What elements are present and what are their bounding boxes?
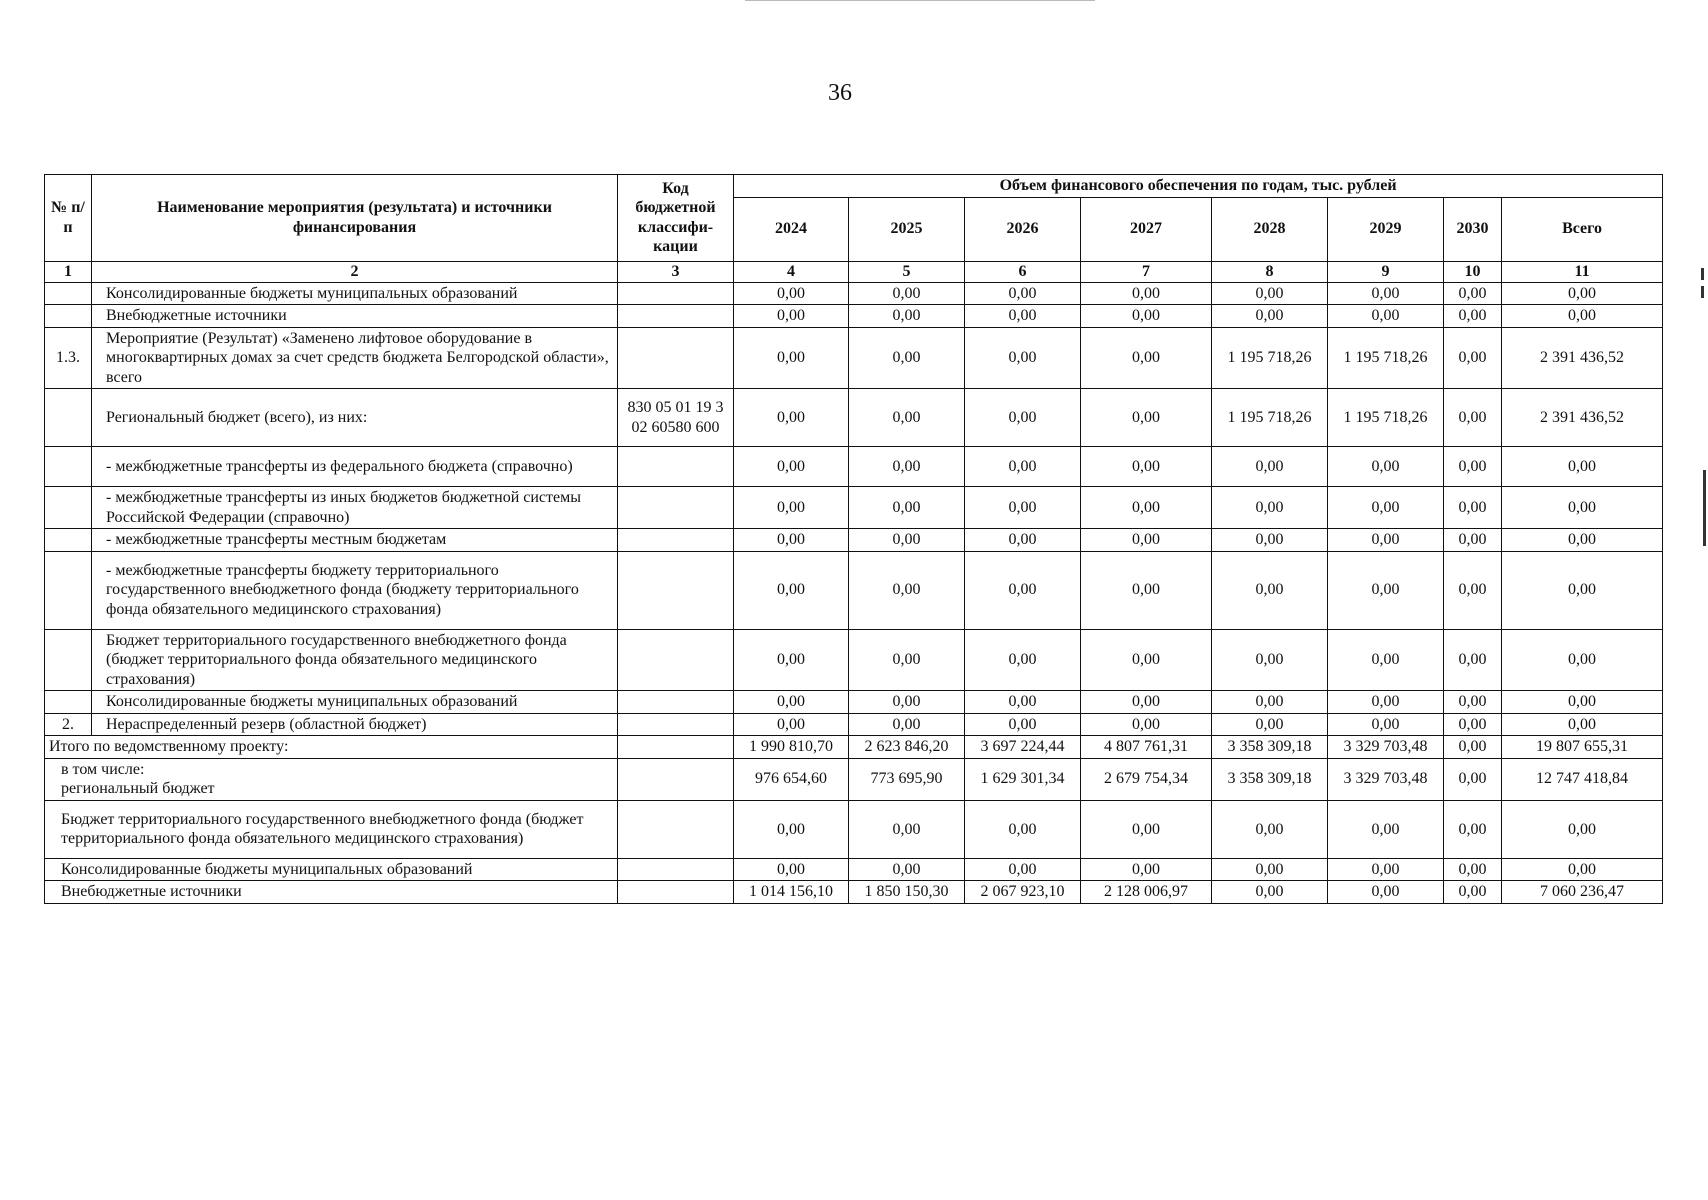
summary-value: 2 679 754,34 — [1081, 758, 1212, 800]
column-index: 4 — [734, 261, 849, 282]
table-row — [45, 327, 1663, 389]
summary-value: 0,00 — [965, 858, 1081, 881]
summary-value: 12 747 418,84 — [1502, 758, 1663, 800]
row-number — [45, 629, 92, 691]
row-value: 1 195 718,26 — [1328, 327, 1444, 389]
header-year: 2024 — [734, 197, 849, 261]
row-value: 0,00 — [1444, 282, 1502, 305]
row-value: 0,00 — [849, 551, 965, 629]
row-value: 0,00 — [1328, 487, 1444, 529]
summary-row — [45, 758, 1663, 800]
column-index: 1 — [45, 261, 92, 282]
row-value: 0,00 — [1328, 713, 1444, 736]
row-budget-code — [618, 447, 734, 487]
row-number: 2. — [45, 713, 92, 736]
row-value: 0,00 — [1502, 305, 1663, 328]
summary-value: 3 358 309,18 — [1212, 758, 1328, 800]
row-value: 0,00 — [1212, 713, 1328, 736]
row-value: 0,00 — [1081, 282, 1212, 305]
summary-value: 7 060 236,47 — [1502, 881, 1663, 904]
summary-value: 3 329 703,48 — [1328, 736, 1444, 759]
row-value: 0,00 — [734, 327, 849, 389]
row-value: 0,00 — [1444, 447, 1502, 487]
row-name: - межбюджетные трансферты из федерального бюджета (справочно) — [92, 447, 618, 487]
row-value: 0,00 — [849, 713, 965, 736]
row-value: 0,00 — [965, 327, 1081, 389]
column-index: 9 — [1328, 261, 1444, 282]
row-value: 0,00 — [965, 691, 1081, 714]
column-index: 10 — [1444, 261, 1502, 282]
row-value: 0,00 — [1444, 487, 1502, 529]
row-value: 0,00 — [965, 305, 1081, 328]
summary-value: 2 623 846,20 — [849, 736, 965, 759]
row-value: 0,00 — [849, 305, 965, 328]
row-value: 0,00 — [849, 629, 965, 691]
row-value: 0,00 — [1502, 487, 1663, 529]
row-value: 0,00 — [1502, 691, 1663, 714]
row-number — [45, 551, 92, 629]
row-value: 0,00 — [1081, 305, 1212, 328]
row-value: 0,00 — [1502, 282, 1663, 305]
summary-value: 0,00 — [1328, 800, 1444, 858]
row-value: 0,00 — [1444, 305, 1502, 328]
table-row — [45, 551, 1663, 629]
row-budget-code — [618, 629, 734, 691]
summary-value: 0,00 — [1502, 800, 1663, 858]
row-number — [45, 282, 92, 305]
row-value: 0,00 — [734, 629, 849, 691]
page-number: 36 — [828, 80, 852, 106]
row-value: 0,00 — [1328, 551, 1444, 629]
row-value: 0,00 — [1328, 305, 1444, 328]
row-budget-code — [618, 327, 734, 389]
summary-value: 3 358 309,18 — [1212, 736, 1328, 759]
row-value: 0,00 — [1502, 529, 1663, 552]
summary-value: 0,00 — [1328, 858, 1444, 881]
header-volume: Объем финансового обеспечения по годам, тыс. рублей — [734, 175, 1663, 198]
row-budget-code — [618, 529, 734, 552]
summary-value: 0,00 — [1444, 736, 1502, 759]
header-code: Код бюджетной классифи-кации — [618, 175, 734, 262]
summary-value: 0,00 — [1444, 858, 1502, 881]
row-name: Консолидированные бюджеты муниципальных образований — [92, 691, 618, 714]
summary-value: 0,00 — [965, 800, 1081, 858]
row-name: Консолидированные бюджеты муниципальных образований — [92, 282, 618, 305]
header-year: 2029 — [1328, 197, 1444, 261]
row-number — [45, 487, 92, 529]
row-number — [45, 529, 92, 552]
row-value: 0,00 — [1212, 305, 1328, 328]
row-value: 0,00 — [849, 282, 965, 305]
row-value: 0,00 — [1212, 691, 1328, 714]
row-name: Региональный бюджет (всего), из них: — [92, 389, 618, 447]
header-no: № п/п — [45, 175, 92, 262]
row-value: 0,00 — [734, 447, 849, 487]
row-value: 0,00 — [1444, 529, 1502, 552]
row-value: 0,00 — [849, 389, 965, 447]
row-value: 0,00 — [1444, 389, 1502, 447]
row-value: 0,00 — [734, 551, 849, 629]
row-value: 0,00 — [965, 282, 1081, 305]
summary-value: 773 695,90 — [849, 758, 965, 800]
row-value: 0,00 — [1328, 691, 1444, 714]
row-value: 0,00 — [965, 389, 1081, 447]
row-value: 0,00 — [1212, 529, 1328, 552]
header-year: Всего — [1502, 197, 1663, 261]
header-year: 2030 — [1444, 197, 1502, 261]
summary-budget-code — [618, 881, 734, 904]
table-row — [45, 629, 1663, 691]
table-body — [45, 282, 1663, 903]
summary-label: в том числе: региональный бюджет — [45, 758, 618, 800]
scan-margin-mark — [1703, 470, 1706, 546]
header-year: 2027 — [1081, 197, 1212, 261]
row-value: 0,00 — [1212, 551, 1328, 629]
summary-value: 2 128 006,97 — [1081, 881, 1212, 904]
row-value: 0,00 — [1444, 551, 1502, 629]
row-value: 2 391 436,52 — [1502, 389, 1663, 447]
row-value: 0,00 — [1444, 713, 1502, 736]
row-budget-code — [618, 551, 734, 629]
row-value: 0,00 — [1502, 551, 1663, 629]
row-value: 0,00 — [1212, 447, 1328, 487]
row-name: - межбюджетные трансферты из иных бюджетов бюджетной системы Российской Федерации (справочно) — [92, 487, 618, 529]
scan-top-edge — [745, 0, 1095, 1]
column-index: 3 — [618, 261, 734, 282]
summary-label: Консолидированные бюджеты муниципальных образований — [45, 858, 618, 881]
row-value: 0,00 — [1212, 282, 1328, 305]
summary-value: 19 807 655,31 — [1502, 736, 1663, 759]
summary-value: 0,00 — [849, 800, 965, 858]
row-value: 1 195 718,26 — [1212, 327, 1328, 389]
scan-margin-mark — [1701, 268, 1704, 280]
summary-value: 0,00 — [1444, 881, 1502, 904]
row-value: 0,00 — [965, 551, 1081, 629]
summary-label: Итого по ведомственному проекту: — [45, 736, 618, 759]
table-row — [45, 389, 1663, 447]
summary-label: Внебюджетные источники — [45, 881, 618, 904]
column-index: 2 — [92, 261, 618, 282]
summary-value: 976 654,60 — [734, 758, 849, 800]
summary-budget-code — [618, 758, 734, 800]
column-index: 6 — [965, 261, 1081, 282]
row-number — [45, 691, 92, 714]
summary-value: 0,00 — [1081, 800, 1212, 858]
row-name: Бюджет территориального государственного внебюджетного фонда (бюджет территориального фонда обязательного медицинского страхования) — [92, 629, 618, 691]
summary-value: 0,00 — [734, 800, 849, 858]
row-value: 0,00 — [849, 487, 965, 529]
row-value: 0,00 — [1081, 447, 1212, 487]
summary-value: 0,00 — [734, 858, 849, 881]
row-value: 0,00 — [1328, 447, 1444, 487]
summary-value: 1 850 150,30 — [849, 881, 965, 904]
table-row — [45, 282, 1663, 305]
column-index: 11 — [1502, 261, 1663, 282]
row-number: 1.3. — [45, 327, 92, 389]
column-index: 8 — [1212, 261, 1328, 282]
row-value: 0,00 — [734, 389, 849, 447]
row-value: 0,00 — [1212, 629, 1328, 691]
row-value: 0,00 — [1081, 691, 1212, 714]
table-row — [45, 529, 1663, 552]
row-value: 0,00 — [734, 713, 849, 736]
row-name: - межбюджетные трансферты бюджету территориального государственного внебюджетного фонда (бюджету территориального фонда обязательного медицинского страхования) — [92, 551, 618, 629]
row-value: 0,00 — [965, 629, 1081, 691]
row-value: 0,00 — [734, 529, 849, 552]
row-value: 0,00 — [965, 529, 1081, 552]
summary-value: 3 697 224,44 — [965, 736, 1081, 759]
row-number — [45, 447, 92, 487]
row-name: Внебюджетные источники — [92, 305, 618, 328]
summary-row — [45, 881, 1663, 904]
header-name: Наименование мероприятия (результата) и источники финансирования — [92, 175, 618, 262]
row-name: Нераспределенный резерв (областной бюджет) — [92, 713, 618, 736]
column-index: 5 — [849, 261, 965, 282]
row-number — [45, 305, 92, 328]
summary-value: 4 807 761,31 — [1081, 736, 1212, 759]
row-value: 0,00 — [1444, 629, 1502, 691]
table-row — [45, 691, 1663, 714]
summary-value: 1 990 810,70 — [734, 736, 849, 759]
row-value: 0,00 — [965, 487, 1081, 529]
column-index: 7 — [1081, 261, 1212, 282]
row-value: 1 195 718,26 — [1328, 389, 1444, 447]
row-value: 0,00 — [1502, 713, 1663, 736]
table-row — [45, 713, 1663, 736]
row-value: 0,00 — [734, 305, 849, 328]
summary-budget-code — [618, 736, 734, 759]
summary-value: 0,00 — [1502, 858, 1663, 881]
summary-value: 1 629 301,34 — [965, 758, 1081, 800]
table-row — [45, 305, 1663, 328]
row-budget-code — [618, 487, 734, 529]
row-value: 0,00 — [849, 447, 965, 487]
row-budget-code — [618, 691, 734, 714]
row-value: 0,00 — [1081, 713, 1212, 736]
summary-value: 0,00 — [1212, 881, 1328, 904]
budget-table — [44, 174, 1663, 904]
row-budget-code — [618, 282, 734, 305]
row-value: 0,00 — [734, 487, 849, 529]
row-value: 0,00 — [1212, 487, 1328, 529]
row-value: 0,00 — [1502, 629, 1663, 691]
row-value: 0,00 — [1081, 629, 1212, 691]
row-number — [45, 389, 92, 447]
summary-row — [45, 858, 1663, 881]
row-name: Мероприятие (Результат) «Заменено лифтовое оборудование в многоквартирных домах за счет средств бюджета Белгородской области», всего — [92, 327, 618, 389]
header-year: 2028 — [1212, 197, 1328, 261]
header-year: 2025 — [849, 197, 965, 261]
summary-value: 1 014 156,10 — [734, 881, 849, 904]
row-value: 0,00 — [1328, 282, 1444, 305]
summary-value: 0,00 — [1444, 758, 1502, 800]
row-value: 0,00 — [1444, 691, 1502, 714]
row-value: 0,00 — [734, 691, 849, 714]
table-row — [45, 447, 1663, 487]
summary-value: 3 329 703,48 — [1328, 758, 1444, 800]
summary-budget-code — [618, 800, 734, 858]
header-year: 2026 — [965, 197, 1081, 261]
row-value: 0,00 — [1502, 447, 1663, 487]
row-value: 0,00 — [965, 713, 1081, 736]
table-row — [45, 487, 1663, 529]
summary-value: 0,00 — [1328, 881, 1444, 904]
summary-value: 0,00 — [1081, 858, 1212, 881]
row-value: 0,00 — [1081, 551, 1212, 629]
row-budget-code: 830 05 01 19 3 02 60580 600 — [618, 389, 734, 447]
row-budget-code — [618, 305, 734, 328]
row-value: 0,00 — [849, 529, 965, 552]
row-value: 1 195 718,26 — [1212, 389, 1328, 447]
summary-value: 0,00 — [849, 858, 965, 881]
row-value: 0,00 — [1444, 327, 1502, 389]
summary-budget-code — [618, 858, 734, 881]
row-value: 0,00 — [1081, 529, 1212, 552]
summary-value: 0,00 — [1444, 800, 1502, 858]
summary-value: 0,00 — [1212, 858, 1328, 881]
summary-label: Бюджет территориального государственного внебюджетного фонда (бюджет территориального фонда обязательного медицинского страхования) — [45, 800, 618, 858]
row-name: - межбюджетные трансферты местным бюджетам — [92, 529, 618, 552]
row-value: 2 391 436,52 — [1502, 327, 1663, 389]
row-value: 0,00 — [734, 282, 849, 305]
row-value: 0,00 — [1081, 487, 1212, 529]
row-value: 0,00 — [1328, 629, 1444, 691]
row-value: 0,00 — [965, 447, 1081, 487]
row-value: 0,00 — [849, 327, 965, 389]
scan-margin-mark — [1701, 286, 1704, 298]
row-value: 0,00 — [849, 691, 965, 714]
row-value: 0,00 — [1081, 389, 1212, 447]
column-index-row — [45, 261, 1663, 282]
row-budget-code — [618, 713, 734, 736]
row-value: 0,00 — [1328, 529, 1444, 552]
summary-row — [45, 736, 1663, 759]
row-value: 0,00 — [1081, 327, 1212, 389]
summary-value: 0,00 — [1212, 800, 1328, 858]
summary-value: 2 067 923,10 — [965, 881, 1081, 904]
summary-row — [45, 800, 1663, 858]
